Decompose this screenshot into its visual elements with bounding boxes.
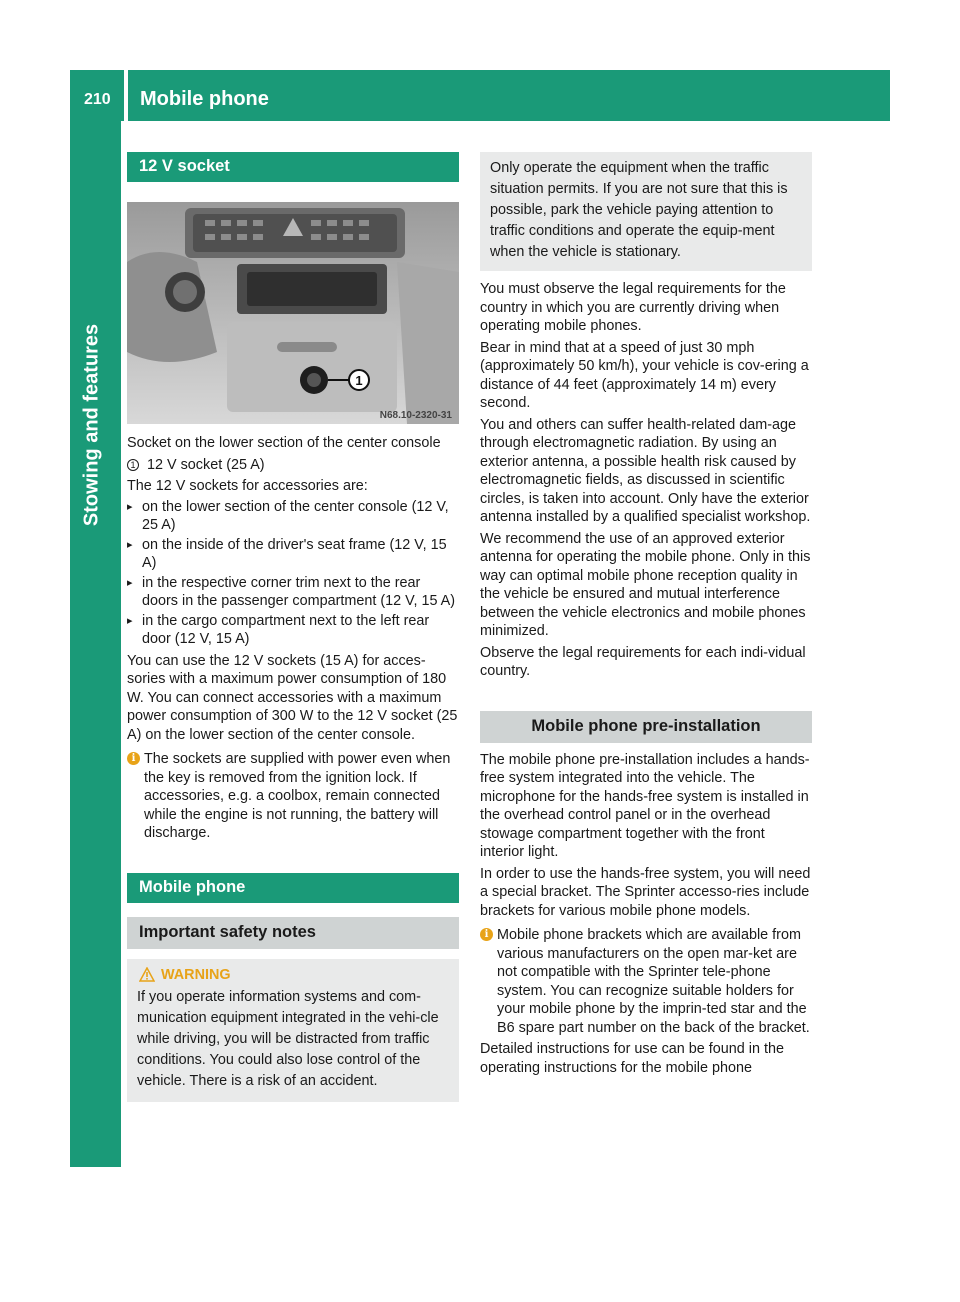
warning-box <box>127 959 459 1102</box>
section-heading-pre-installation: Mobile phone pre-installation <box>480 711 812 743</box>
section-heading-12v-socket: 12 V socket <box>127 152 459 182</box>
legend-number-marker: 1 <box>127 459 139 471</box>
photo-reference-code: N68.10-2320-31 <box>379 410 452 421</box>
callout-number: 1 <box>355 373 363 388</box>
paragraph: The mobile phone pre-installation includes a hands-free system integrated into the vehicle. The microphone for the hands-free system is installed in the overhead control panel or in the overhead stowage compartment together with the front interior light. <box>480 751 810 860</box>
paragraph: You and others can suffer health-related dam-age through electromagnetic radiation. By using an exterior antenna, a possible health risk caused by electromagnetic fields, as discussed in scientific circles, is taken into account. Only have the exterior antenna installed by a qualified specialist workshop. <box>480 416 811 525</box>
info-note <box>480 926 812 1037</box>
section-heading-safety-notes: Important safety notes <box>127 917 459 949</box>
info-text: The sockets are supplied with power even when the key is removed from the ignition lock. If accessories, e.g. a coolbox, remain connected while the engine is not running, the battery will discharge. <box>144 751 451 841</box>
socket-locations-list <box>127 498 459 649</box>
closing-paragraph: Detailed instructions for use can be found in the operating instructions for the mobile phone <box>480 1041 784 1076</box>
paragraph: Observe the legal requirements for each indi-vidual country. <box>480 644 806 679</box>
left-column <box>127 152 459 1102</box>
header-divider <box>124 70 128 121</box>
chapter-side-tab <box>70 121 121 1167</box>
info-icon: i <box>480 928 493 941</box>
info-text: Mobile phone brackets which are available from various manufacturers on the open mar-ket are not compatible with the Sprinter tele-phone system. You can recognize suitable holders for your mobile phone by the imprin-ted star and the B6 spare part number on the back of the bracket. <box>497 927 810 1036</box>
legend-item <box>127 456 459 475</box>
info-note <box>127 750 459 843</box>
warning-label: WARNING <box>161 966 231 983</box>
legend-text: 12 V socket (25 A) <box>147 456 265 473</box>
warning-continuation-box <box>480 152 812 271</box>
page-title: Mobile phone <box>140 88 269 110</box>
list-item: ▸ on the inside of the driver's seat frame (12 V, 15 A) <box>127 536 459 573</box>
info-icon: i <box>127 752 140 765</box>
page-number: 210 <box>84 91 111 108</box>
chapter-label: Stowing and features <box>80 323 103 527</box>
list-item: ▸ in the respective corner trim next to the rear doors in the passenger compartment (12 V, 15 A) <box>127 574 459 611</box>
paragraph: You must observe the legal requirements for the country in which you are currently driving when operating mobile phones. <box>480 281 786 334</box>
paragraph: We recommend the use of an approved exterior antenna for operating the mobile phone. Only in this way can optimal mobile phone reception quality in the vehicle be ensured and mutual interference between the vehicle electronics and mobile phones minimized. <box>480 530 811 639</box>
warning-continuation-text: Only operate the equipment when the traffic situation permits. If you are not sure that this is possible, park the vehicle paying attention to traffic conditions and operate the equip-ment when the vehicle is stationary. <box>490 160 788 260</box>
section-heading-mobile-phone: Mobile phone <box>127 873 459 903</box>
center-console-photo <box>127 202 459 424</box>
warning-text: If you operate information systems and com-munication equipment integrated in the vehi-cle while driving, you will be distracted from traffic conditions. You could also lose control of the vehicle. There is a risk of an accident. <box>137 988 439 1089</box>
photo-caption: Socket on the lower section of the center console <box>127 435 441 451</box>
socket-intro: The 12 V sockets for accessories are: <box>127 478 368 494</box>
socket-usage-text: You can use the 12 V sockets (15 A) for acces-sories with a maximum power consumption of 180 W. You can connect accessories with a maximum power consumption of 300 W to the 12 V socket (25 A) on the lower section of the center console. <box>127 652 458 743</box>
warning-header <box>139 967 449 983</box>
list-item: ▸ on the lower section of the center console (12 V, 25 A) <box>127 498 459 535</box>
paragraph: In order to use the hands-free system, you will need a special bracket. The Sprinter accesso-ries include brackets for various mobile phone models. <box>480 865 811 919</box>
paragraph: Bear in mind that at a speed of just 30 mph (approximately 50 km/h), your vehicle is cov-ering a distance of 44 feet (approximately 14 m) every second. <box>480 339 809 411</box>
list-item: ▸ in the cargo compartment next to the left rear door (12 V, 15 A) <box>127 612 459 649</box>
right-column <box>480 152 812 1077</box>
warning-triangle-icon <box>139 967 155 982</box>
console-illustration <box>127 202 459 424</box>
